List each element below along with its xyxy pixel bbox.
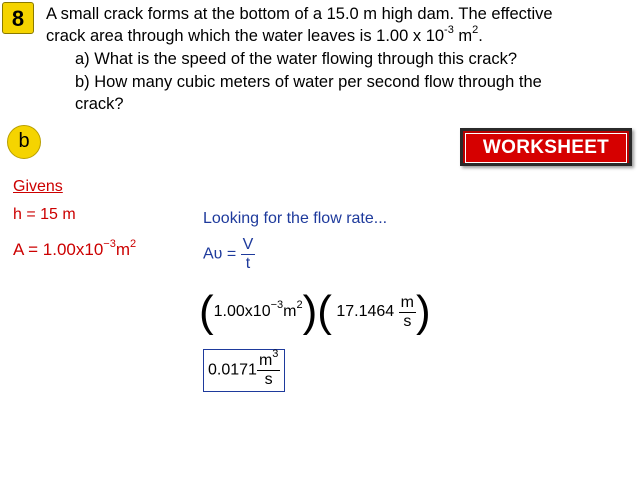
- calc-area-unit-exponent: 2: [296, 299, 303, 312]
- answer-unit-numerator: [257, 348, 280, 370]
- volume-over-time-fraction: [241, 236, 256, 273]
- right-paren-2: ): [415, 287, 431, 336]
- question-line-1: A small crack forms at the bottom of a 15.0 m high dam. The effective: [46, 5, 553, 23]
- worksheet-button[interactable]: [460, 128, 632, 166]
- question-line-2: [46, 25, 483, 49]
- calc-speed-value: 17.1464: [336, 303, 395, 320]
- question-part-b-line-2: crack?: [75, 95, 124, 113]
- equation-numerator: V: [242, 236, 254, 253]
- given-area: [13, 240, 136, 260]
- worksheet-button-label: WORKSHEET: [465, 133, 627, 163]
- question-number-badge: 8: [2, 2, 34, 34]
- answer-unit-m: m: [258, 352, 273, 369]
- calculation-line: [199, 287, 431, 336]
- question-line-2-end: .: [478, 27, 483, 45]
- equation-denominator: t: [241, 254, 256, 273]
- answer-unit-denominator: s: [257, 370, 280, 389]
- calc-area-base: 1.00x10: [213, 303, 271, 320]
- left-paren-1: (: [199, 287, 214, 336]
- speed-unit-fraction: [399, 294, 416, 331]
- speed-unit-denominator: s: [399, 312, 416, 331]
- given-area-unit-exponent: 2: [130, 238, 137, 250]
- question-part-b-line-1: b) How many cubic meters of water per second flow through the: [75, 73, 542, 91]
- question-exponent: -3: [444, 24, 454, 36]
- speed-unit-numerator: m: [400, 293, 414, 311]
- question-line-2-text: crack area through which the water leaves is 1.00 x 10: [46, 27, 445, 45]
- right-paren-1: ): [302, 287, 318, 336]
- question-unit-exponent: 2: [472, 24, 479, 36]
- question-part-a: a) What is the speed of the water flowing through this crack?: [75, 50, 518, 68]
- answer-box: [203, 349, 285, 392]
- given-height: h = 15 m: [13, 206, 76, 223]
- flow-rate-equation: [203, 236, 255, 273]
- calc-area-unit: m: [283, 303, 297, 320]
- given-area-unit: m: [115, 240, 130, 259]
- given-area-exponent: −3: [103, 238, 116, 250]
- answer-value: 0.0171: [208, 361, 257, 379]
- question-unit: m: [453, 27, 473, 45]
- part-b-badge: b: [7, 125, 41, 159]
- calc-area-exponent: −3: [270, 299, 284, 312]
- answer-unit-fraction: [257, 348, 280, 389]
- given-area-base: A = 1.00x10: [13, 240, 104, 259]
- equation-lhs: Aυ =: [203, 245, 237, 263]
- left-paren-2: (: [317, 287, 332, 336]
- givens-heading: Givens: [13, 178, 63, 195]
- work-heading: Looking for the flow rate...: [203, 210, 388, 227]
- answer-unit-exponent: 3: [272, 348, 279, 360]
